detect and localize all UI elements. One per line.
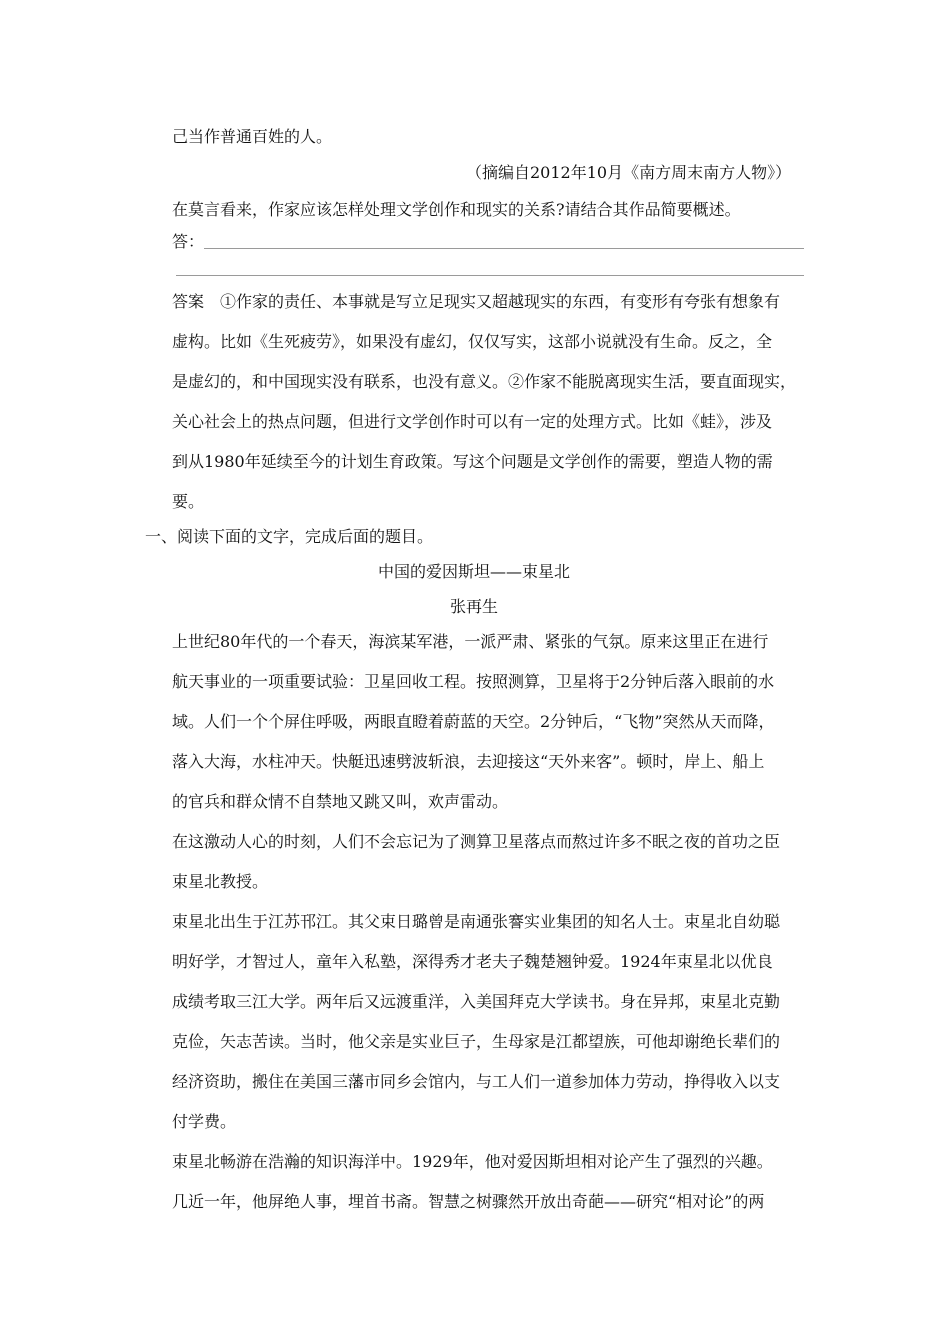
answer-line: 虚构。比如《生死疲劳》，如果没有虚幻，仅仅写实，这部小说就没有生命。反之，全 — [172, 332, 773, 351]
answer-line: 到从1980年延续至今的计划生育政策。写这个问题是文学创作的需要，塑造人物的需 — [172, 452, 773, 471]
answer-line: 是虚幻的，和中国现实没有联系，也没有意义。②作家不能脱离现实生活，要直面现实， — [172, 372, 797, 391]
answer-blank-line-1 — [204, 248, 804, 249]
article-line: 域。人们一个个屏住呼吸，两眼直瞪着蔚蓝的天空。2分钟后，“飞物”突然从天而降， — [172, 712, 775, 731]
article-author: 张再生 — [450, 597, 499, 616]
article-line: 束星北出生于江苏邗江。其父束日璐曾是南通张謇实业集团的知名人士。束星北自幼聪 — [172, 912, 781, 931]
article-line: 落入大海，水柱冲天。快艇迅速劈波斩浪，去迎接这“天外来客”。顿时，岸上、船上 — [172, 752, 765, 771]
answer-label: 答： — [172, 232, 205, 251]
article-title: 中国的爱因斯坦——束星北 — [378, 562, 571, 581]
article-line: 上世纪80年代的一个春天，海滨某军港，一派严肃、紧张的气氛。原来这里正在进行 — [172, 632, 769, 651]
article-line: 克俭，矢志苦读。当时，他父亲是实业巨子，生母家是江都望族，可他却谢绝长辈们的 — [172, 1032, 781, 1051]
answer-blank-line-2 — [176, 275, 804, 276]
answer-line: 要。 — [172, 492, 205, 511]
section-heading: 一、阅读下面的文字，完成后面的题目。 — [145, 527, 434, 546]
question-prompt: 在莫言看来，作家应该怎样处理文学创作和现实的关系?请结合其作品简要概述。 — [172, 200, 741, 219]
article-line: 付学费。 — [172, 1112, 237, 1131]
article-line: 经济资助，搬住在美国三藩市同乡会馆内，与工人们一道参加体力劳动，挣得收入以支 — [172, 1072, 781, 1091]
source-citation: （摘编自2012年10月《南方周末南方人物》） — [466, 163, 792, 182]
article-line: 在这激动人心的时刻，人们不会忘记为了测算卫星落点而熬过许多不眠之夜的首功之臣 — [172, 832, 781, 851]
article-line: 明好学，才智过人，童年入私塾，深得秀才老夫子魏楚翘钟爱。1924年束星北以优良 — [172, 952, 773, 971]
article-line: 的官兵和群众情不自禁地又跳又叫，欢声雷动。 — [172, 792, 509, 811]
answer-line: 答案 ①作家的责任、本事就是写立足现实又超越现实的东西，有变形有夸张有想象有 — [172, 292, 781, 311]
answer-line: 关心社会上的热点问题，但进行文学创作时可以有一定的处理方式。比如《蛙》，涉及 — [172, 412, 773, 431]
article-line: 航天事业的一项重要试验：卫星回收工程。按照测算，卫星将于2分钟后落入眼前的水 — [172, 672, 775, 691]
article-line: 束星北畅游在浩瀚的知识海洋中。1929年，他对爱因斯坦相对论产生了强烈的兴趣。 — [172, 1152, 773, 1171]
intro-line-end: 己当作普通百姓的人。 — [172, 127, 333, 146]
article-line: 几近一年，他屏绝人事，埋首书斋。智慧之树骤然开放出奇葩——研究“相对论”的两 — [172, 1192, 765, 1211]
article-line: 成绩考取三江大学。两年后又远渡重洋，入美国拜克大学读书。身在异邦，束星北克勤 — [172, 992, 781, 1011]
article-line: 束星北教授。 — [172, 872, 269, 891]
